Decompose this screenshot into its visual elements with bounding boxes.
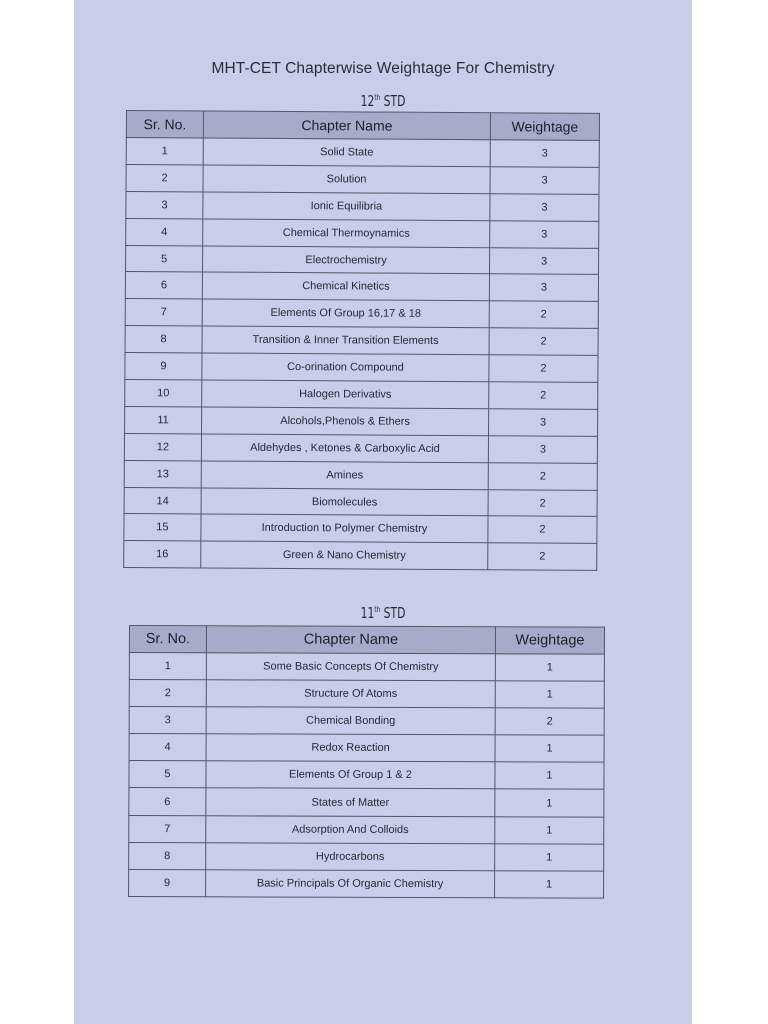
table-row [129,815,604,844]
table-row [126,218,599,248]
table-row [125,406,598,436]
cell-weightage: 3 [490,247,599,275]
cell-chapter-name: Chemical Kinetics [202,272,489,301]
cell-weightage: 2 [488,489,597,517]
table-header-row [129,626,604,655]
table-row [125,272,598,302]
cell-chapter-name: Solid State [203,138,490,167]
cell-weightage: 1 [495,816,604,843]
table-row [124,541,597,571]
cell-sr-no: 12 [124,433,201,460]
cell-sr-no: 15 [124,514,201,541]
cell-weightage: 2 [488,516,597,544]
cell-chapter-name: Adsorption And Colloids [206,815,495,843]
table-row [126,138,599,168]
cell-sr-no: 6 [129,788,206,815]
cell-chapter-name: Hydrocarbons [206,842,495,870]
table-row [125,380,598,410]
table-row [125,353,598,383]
cell-sr-no: 8 [125,326,202,353]
cell-weightage: 3 [490,167,599,195]
std-11-suffix: th [374,605,381,614]
table-row [129,842,604,871]
cell-chapter-name: Ionic Equilibria [203,192,490,221]
cell-weightage: 3 [490,140,599,168]
cell-weightage: 1 [495,789,604,816]
cell-sr-no: 14 [124,487,201,514]
cell-weightage: 2 [488,462,597,490]
table-row [124,514,597,544]
cell-weightage: 3 [488,436,597,464]
cell-sr-no: 2 [126,164,203,191]
cell-chapter-name: Transition & Inner Transition Elements [202,326,489,355]
cell-chapter-name: Introduction to Polymer Chemistry [201,514,488,543]
table-header-row [126,111,599,141]
cell-sr-no: 2 [129,680,206,707]
cell-weightage: 2 [489,355,598,383]
table-row [124,460,597,490]
cell-chapter-name: Solution [203,165,490,194]
table-row [124,487,597,517]
cell-sr-no: 7 [125,299,202,326]
document-page [74,0,692,1024]
cell-sr-no: 5 [126,245,203,272]
cell-sr-no: 1 [126,138,203,165]
std-12-number: 12 [360,92,375,110]
cell-sr-no: 3 [129,707,206,734]
cell-chapter-name: Elements Of Group 16,17 & 18 [202,299,489,328]
cell-sr-no: 11 [125,406,202,433]
cell-chapter-name: Elements Of Group 1 & 2 [206,761,495,789]
table-row [125,299,598,329]
cell-weightage: 1 [495,762,604,789]
cell-sr-no: 9 [125,353,202,380]
cell-sr-no: 4 [126,218,203,245]
cell-weightage: 2 [495,708,604,735]
std-12-suffix: th [374,93,381,102]
cell-weightage: 3 [490,220,599,248]
cell-sr-no: 10 [125,380,202,407]
cell-chapter-name: Some Basic Concepts Of Chemistry [206,653,495,681]
table-row [126,164,599,194]
cell-sr-no: 13 [124,460,201,487]
std-11-number: 11 [360,604,375,622]
cell-weightage: 2 [489,382,598,410]
cell-chapter-name: Biomolecules [201,488,488,517]
page-title: MHT-CET Chapterwise Weightage For Chemistry [211,60,555,77]
header-weightage: Weightage [490,113,599,141]
cell-sr-no: 4 [129,734,206,761]
std-11-heading [136,604,630,622]
cell-weightage: 1 [495,735,604,762]
weightage-table-12th [123,110,600,571]
std-12-heading [136,92,630,110]
cell-sr-no: 8 [129,842,206,869]
header-chapter-name: Chapter Name [203,111,490,140]
cell-sr-no: 5 [129,761,206,788]
cell-chapter-name: States of Matter [206,788,495,816]
cell-weightage: 2 [489,328,598,356]
cell-chapter-name: Chemical Bonding [206,707,495,735]
table-row [129,761,604,790]
std-12-label: STD [383,92,406,110]
cell-weightage: 2 [489,301,598,329]
cell-weightage: 3 [489,274,598,302]
cell-chapter-name: Electrochemistry [203,246,490,275]
header-sr-no: Sr. No. [126,111,203,138]
header-chapter-name: Chapter Name [206,626,495,654]
weightage-table-11th [128,625,605,899]
table-row [124,433,597,463]
table-row [129,869,604,898]
cell-weightage: 1 [495,681,604,708]
cell-weightage: 1 [495,843,604,870]
table-row [129,788,604,817]
header-weightage: Weightage [495,627,604,654]
table-row [125,326,598,356]
cell-weightage: 1 [495,654,604,681]
cell-sr-no: 3 [126,191,203,218]
table-row [129,734,604,763]
cell-chapter-name: Redox Reaction [206,734,495,762]
table-row [126,245,599,275]
cell-chapter-name: Co-orination Compound [202,353,489,382]
cell-weightage: 2 [488,543,597,571]
cell-chapter-name: Structure Of Atoms [206,680,495,708]
cell-chapter-name: Basic Principals Of Organic Chemistry [206,870,495,898]
cell-weightage: 3 [489,409,598,437]
cell-sr-no: 9 [129,869,206,896]
table-row [129,653,604,682]
cell-chapter-name: Chemical Thermoynamics [203,219,490,248]
cell-sr-no: 16 [124,541,201,568]
cell-chapter-name: Green & Nano Chemistry [201,541,488,570]
cell-weightage: 3 [490,194,599,222]
table-row [129,707,604,736]
table-row [129,680,604,709]
cell-chapter-name: Alcohols,Phenols & Ethers [202,407,489,436]
std-11-label: STD [383,604,406,622]
table-row [126,191,599,221]
cell-sr-no: 6 [125,272,202,299]
cell-weightage: 1 [495,871,604,898]
header-sr-no: Sr. No. [129,626,206,653]
cell-sr-no: 1 [129,653,206,680]
cell-chapter-name: Aldehydes , Ketones & Carboxylic Acid [201,434,488,463]
cell-chapter-name: Amines [201,461,488,490]
cell-chapter-name: Halogen Derivativs [202,380,489,409]
cell-sr-no: 7 [129,815,206,842]
